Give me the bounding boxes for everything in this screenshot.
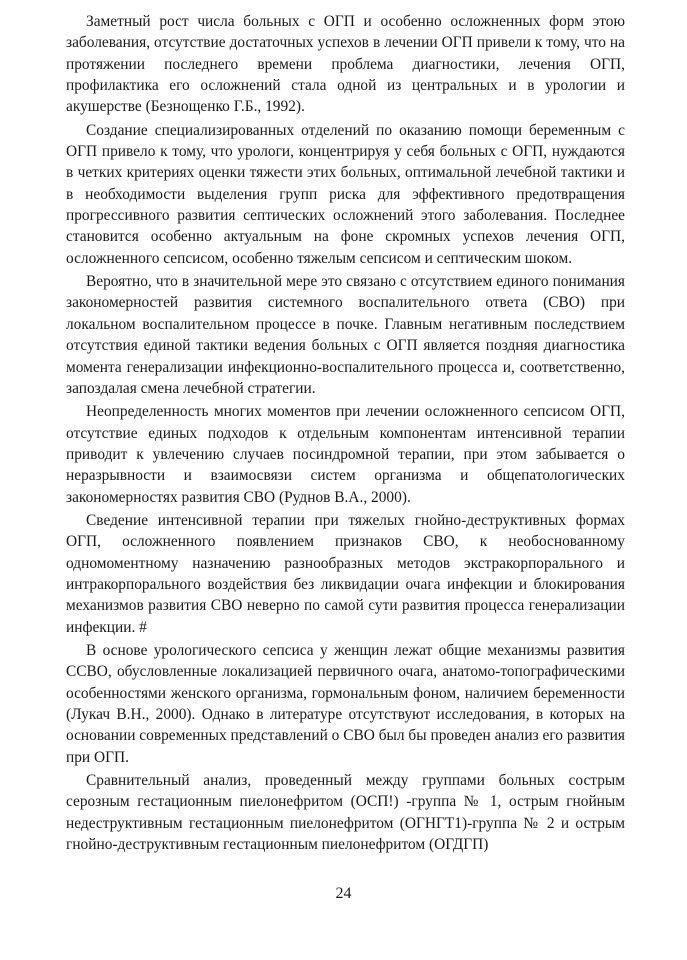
body-text bbox=[66, 11, 625, 857]
paragraph-5: Сведение интенсивной терапии при тяжелых гнойно-деструктивных формах ОГП, осложненного появлением признаков СВО, к необоснованному одномоментному назначению разнообразных методов экстракорпорального и интракорпорального воздействия без ликвидации очага инфекции и блокирования механизмов развития СВО неверно по самой сути развития процесса генерализации инфекции. # bbox=[66, 511, 625, 636]
paragraph-7: Сравнительный анализ, проведенный между группами больных сострым серозным гестационным пиелонефритом (ОСП!) -группа № 1, острым гнойным недеструктивным гестационным пиелонефритом (ОГНГТ1)-группа № 2 и острым гнойно-деструктивным гестационным пиелонефритом (ОГДГП) bbox=[66, 772, 625, 854]
paragraph-4: Неопределенность многих моментов при лечении осложненного сепсисом ОГП, отсутствие единых подходов к отдельным компонентам интенсивной терапии приводит к увлечению случаев посиндромной терапии, при этом забывается о неразрывности и взаимосвязи систем организма и общепатологических закономерностях развития СВО (Руднов В.А., 2000). bbox=[66, 403, 625, 506]
paragraph-2: Создание специализированных отделений по оказанию помощи беременным с ОГП привело к тому, что урологи, концентрируя у себя больных с ОГП, нуждаются в четких критериях оценки тяжести этих больных, оптимальной лечебной тактики и в необходимости выделения групп риска для эффективного предотвращения прогрессивного развития септических осложнений этого заболевания. Последнее становится особенно актуальным на фоне скромных успехов лечения ОГП, осложненного сепсисом, особенно тяжелым сепсисом и септическим шоком. bbox=[66, 121, 625, 267]
paragraph-3: Вероятно, что в значительной мере это связано с отсутствием единого понимания закономерностей развития системного воспалительного ответа (СВО) при локальном воспалительном процессе в почке. Главным негативным последствием отсутствия единой тактики ведения больных с ОГП является поздняя диагностика момента генерализации инфекционно-воспалительного процесса и, соответственно, запоздалая смена лечебной стратегии. bbox=[66, 273, 625, 397]
paragraph-6: В основе урологического сепсиса у женщин лежат общие механизмы развития ССВО, обусловленные локализацией первичного очага, анатомо-топографическими особенностями женского организма, гормональным фоном, наличием беременности (Лукач В.Н., 2000). Однако в литературе отсутствуют исследования, в которых на основании современных представлений о СВО был бы проведен анализ его развития при ОГП. bbox=[66, 641, 625, 766]
paragraph-1: Заметный рост числа больных с ОГП и особенно осложненных форм этою заболевания, отсутствие достаточных успехов в лечении ОГП привели к тому, что на протяжении последнего времени проблема диагностики, лечения ОГП, профилактика его осложнений стала одной из центральных и в урологии и акушерстве (Безнощенко Г.Б., 1992). bbox=[66, 13, 625, 116]
page-number: 24 bbox=[335, 885, 352, 902]
